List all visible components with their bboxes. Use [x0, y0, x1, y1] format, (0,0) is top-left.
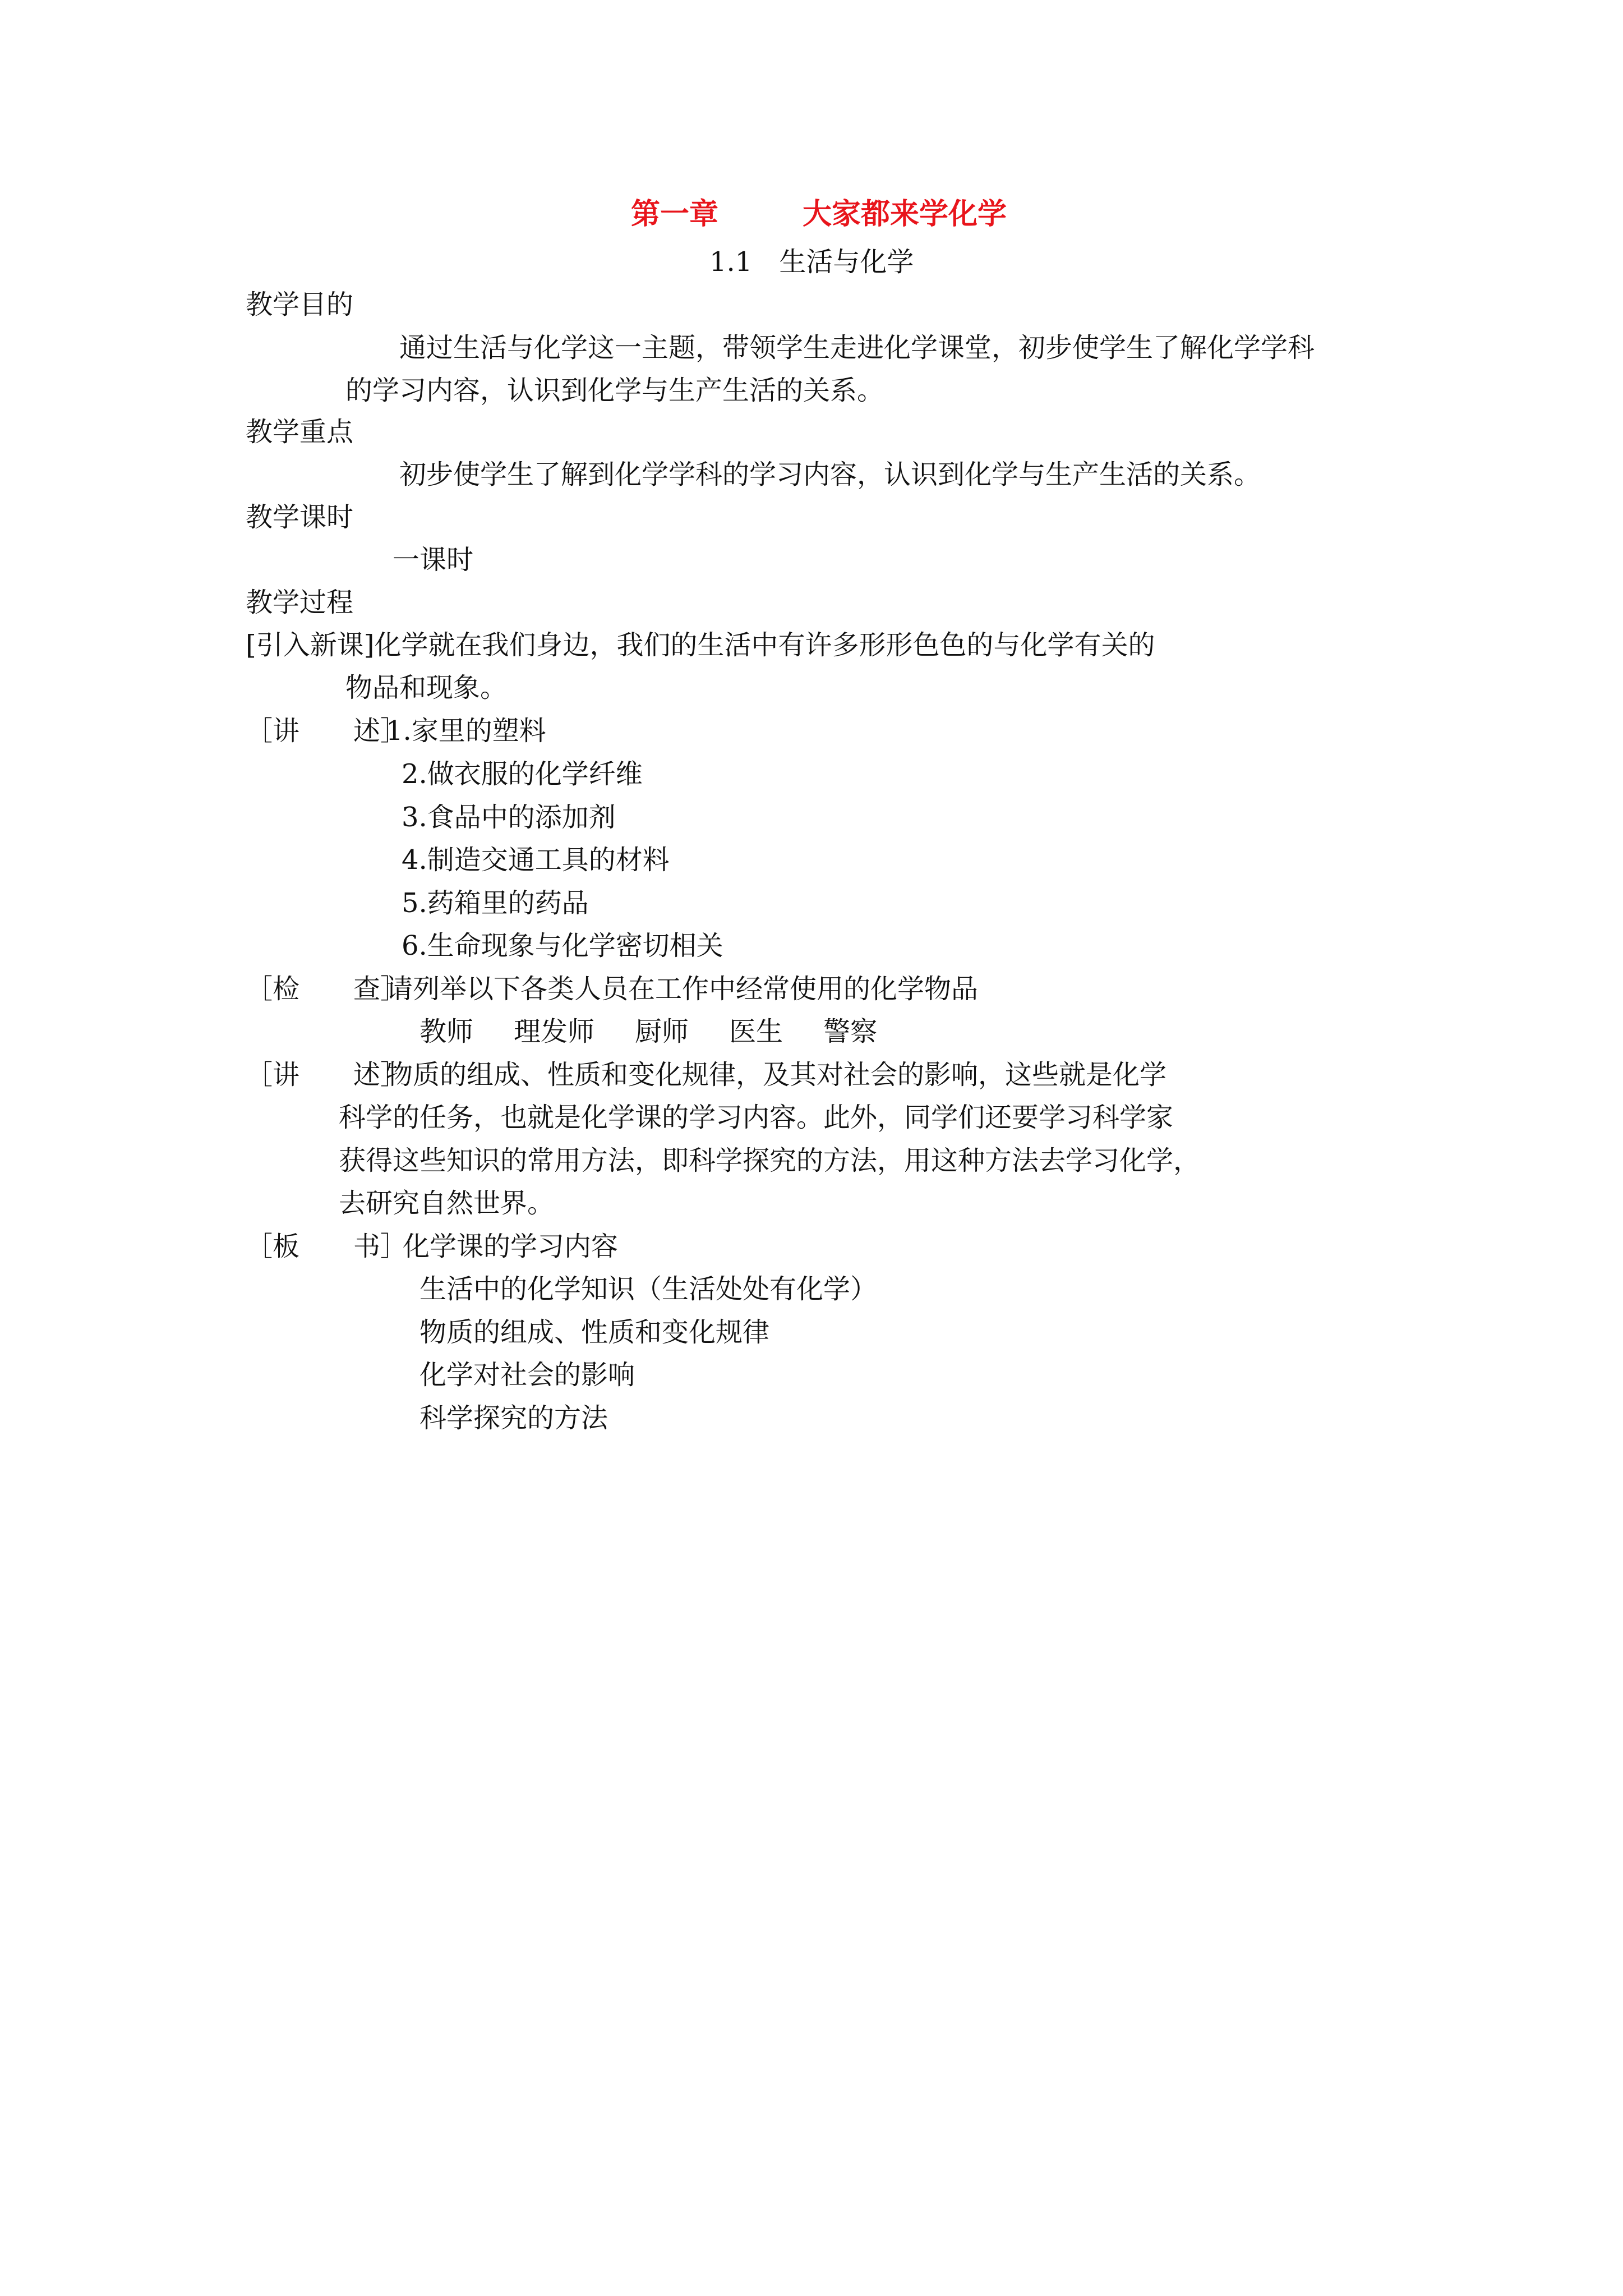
board-item: 化学课的学习内容	[403, 1231, 619, 1262]
chapter-name: 大家都来学化学	[803, 197, 1007, 231]
lecture1-tag: ［讲 述］	[246, 715, 408, 747]
lecture2-tag: ［讲 述］	[246, 1059, 408, 1091]
lecture1-row	[246, 714, 546, 748]
intro-line-1	[246, 628, 1155, 662]
objectives-line-1: 通过生活与化学这一主题，带领学生走进化学课堂，初步使学生了解化学学科	[399, 332, 1315, 364]
role-item: 教师	[419, 1016, 474, 1047]
board-tag: ［板 书］	[246, 1231, 408, 1262]
intro-text-1: 化学就在我们身边，我们的生活中有许多形形色色的与化学有关的	[374, 629, 1155, 661]
lecture2-line: 获得这些知识的常用方法，即科学探究的方法，用这种方法去学习化学，	[339, 1145, 1201, 1176]
lecture2-row	[246, 1058, 1166, 1092]
chapter-number: 第一章	[631, 197, 719, 231]
class-hours-text: 一课时	[393, 544, 474, 576]
intro-line-2: 物品和现象。	[345, 672, 508, 703]
lecture1-item: 3.食品中的添加剂	[402, 802, 616, 833]
role-item: 警察	[823, 1016, 878, 1047]
key-points-label: 教学重点	[246, 416, 354, 448]
key-points-text: 初步使学生了解到化学学科的学习内容，认识到化学与生产生活的关系。	[399, 459, 1261, 490]
section-title: 1.1 生活与化学	[709, 246, 914, 278]
objectives-line-2: 的学习内容，认识到化学与生产生活的关系。	[345, 375, 884, 406]
class-hours-label: 教学课时	[246, 501, 354, 533]
chapter-title	[631, 197, 1007, 231]
board-item: 生活中的化学知识（生活处处有化学）	[419, 1273, 878, 1305]
check-tag: ［检 查］	[246, 973, 408, 1005]
lecture1-item: 5.药箱里的药品	[402, 887, 589, 919]
lecture2-line: 科学的任务，也就是化学课的学习内容。此外，同学们还要学习科学家	[339, 1102, 1174, 1133]
board-item: 科学探究的方法	[419, 1402, 608, 1434]
board-row	[246, 1230, 618, 1263]
role-item: 医生	[729, 1016, 783, 1047]
board-item: 化学对社会的影响	[419, 1359, 635, 1391]
lecture1-item: 4.制造交通工具的材料	[402, 844, 670, 876]
check-row	[246, 972, 978, 1006]
board-item: 物质的组成、性质和变化规律	[419, 1317, 770, 1348]
role-item: 厨师	[635, 1016, 689, 1047]
objectives-label: 教学目的	[246, 289, 354, 320]
role-item: 理发师	[514, 1016, 595, 1047]
check-roles	[419, 1015, 917, 1048]
check-text: 请列举以下各类人员在工作中经常使用的化学物品	[386, 973, 979, 1005]
lecture1-item: 1.家里的塑料	[386, 715, 546, 747]
lecture1-item: 2.做衣服的化学纤维	[402, 758, 643, 790]
process-label: 教学过程	[246, 587, 354, 618]
lecture2-line: 去研究自然世界。	[339, 1188, 555, 1219]
lecture1-item: 6.生命现象与化学密切相关	[402, 930, 723, 961]
lecture2-line: 物质的组成、性质和变化规律，及其对社会的影响，这些就是化学	[386, 1059, 1167, 1091]
intro-tag: [引入新课]	[246, 629, 375, 661]
